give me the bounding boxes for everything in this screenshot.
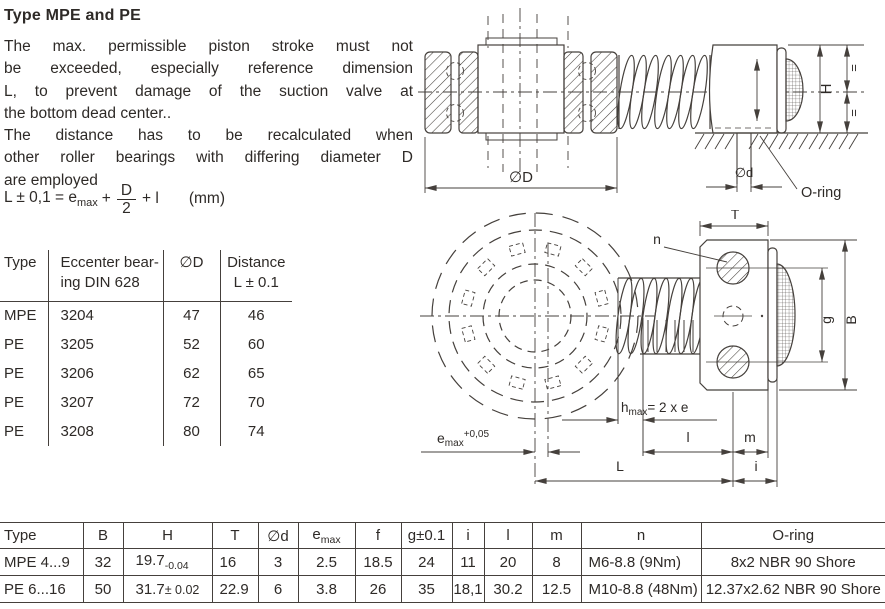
ground-hatch: [695, 134, 858, 149]
cell-distance: 70: [247, 394, 265, 411]
cell-oring: 12.37x2.62 NBR 90 Shore: [701, 576, 885, 603]
cell-emax: 2.5: [298, 549, 355, 576]
cell-type: MPE: [0, 301, 48, 330]
cell-diameter: 80: [163, 417, 220, 446]
intro-line: are employed: [4, 171, 98, 189]
intro-line: the bottom dead center..: [4, 104, 172, 122]
header-H: H: [123, 523, 212, 549]
bearing-table: [0, 250, 292, 446]
intro-line: The max. permissible piston stroke must not: [4, 38, 413, 55]
cell-oring: 8x2 NBR 90 Shore: [701, 549, 885, 576]
intro-line: other roller bearings with differing diameter D: [4, 149, 413, 167]
cell-m: 8: [532, 549, 581, 576]
header-B: B: [83, 523, 123, 549]
cell-T: 22.9: [212, 576, 258, 603]
cell-type: PE: [0, 330, 48, 359]
stroke-formula: [4, 178, 225, 220]
cell-din: 3207: [48, 388, 163, 417]
dim-label-H: H: [818, 83, 835, 95]
cell-d: 6: [258, 576, 298, 603]
page-title: Type MPE and PE: [4, 7, 141, 24]
header-distance: Distance L ± 0.1: [220, 250, 292, 301]
formula-tail: + l: [142, 190, 159, 207]
header-type: Type: [4, 527, 37, 544]
cell-distance: 60: [247, 336, 265, 353]
cell-n: M6-8.8 (9Nm): [581, 549, 701, 576]
bearing-table-header-row: [0, 250, 292, 301]
header-l: l: [484, 523, 532, 549]
intro-line: The distance has to be recalculated when: [4, 127, 413, 145]
cell-B: 50: [83, 576, 123, 603]
dim-label-diameter-d: ∅d: [734, 165, 754, 180]
cell-diameter: 52: [163, 330, 220, 359]
equal-mark-top: =: [846, 64, 861, 72]
dim-label-T: T: [730, 210, 740, 222]
cell-distance: 65: [247, 365, 265, 382]
formula-unit: (mm): [188, 190, 226, 207]
bearing-row: [0, 359, 292, 388]
cell-B: 32: [83, 549, 123, 576]
dim-label-emax: $e_{max}^{+0,05}$: [437, 429, 490, 449]
dim-label-i: i: [754, 458, 758, 474]
cell-distance: 74: [247, 423, 265, 440]
cell-H: $19.7_{-0.04}$: [123, 549, 212, 576]
cell-type: PE 6...16: [4, 580, 66, 598]
cell-type: PE: [0, 388, 48, 417]
cell-m: 12.5: [532, 576, 581, 603]
cell-type: PE: [0, 359, 48, 388]
cell-f: 26: [355, 576, 401, 603]
formula-plus: +: [101, 190, 111, 207]
dim-label-B: B: [843, 315, 859, 325]
piston-head: [710, 45, 803, 133]
dim-label-L: L: [616, 458, 624, 474]
header-m: m: [532, 523, 581, 549]
header-n: n: [581, 523, 701, 549]
dim-label-diameter-D: ∅D: [509, 169, 533, 186]
cell-diameter: 62: [163, 359, 220, 388]
spring-front-view: [613, 278, 709, 456]
formula-lead: $L \pm 0,1 = e_{max}$: [4, 188, 98, 210]
flange-plate: [700, 240, 828, 390]
cell-g: 35: [401, 576, 452, 603]
bearing-section: [425, 38, 617, 140]
bearing-row: [0, 330, 292, 359]
intro-line: L, to prevent damage of the suction valve at: [4, 82, 413, 100]
cell-l: 20: [484, 549, 532, 576]
screw-bottom: [717, 346, 749, 378]
dimension-table-header-row: [0, 523, 885, 549]
screw-top: [717, 252, 749, 284]
header-g: g±0.1: [401, 523, 452, 549]
formula-fraction: $\frac{D}{2}$: [117, 182, 136, 217]
cell-i: 18,1: [452, 576, 484, 603]
dim-label-l: l: [686, 429, 690, 445]
cell-type: MPE 4...9: [4, 553, 70, 571]
cell-distance: 46: [247, 307, 265, 325]
dimension-row: [0, 549, 885, 576]
header-T: T: [212, 523, 258, 549]
o-ring-leader-line: [760, 136, 797, 189]
cell-diameter: 72: [163, 388, 220, 417]
cell-din: 3205: [48, 330, 163, 359]
header-eccenter-bearing: Eccenter bear- ing DIN 628: [48, 250, 163, 301]
cell-H: 31.7± 0.02: [123, 576, 212, 603]
o-ring-label: O-ring: [801, 185, 842, 201]
cell-diameter: 47: [163, 301, 220, 330]
equal-mark-bottom: =: [846, 109, 861, 117]
cell-din: 3208: [48, 417, 163, 446]
valve-dome: [786, 59, 803, 121]
header-i: i: [452, 523, 484, 549]
dim-label-n: n: [653, 231, 661, 247]
cell-T: 16: [212, 549, 258, 576]
header-diameter-D: ∅D: [163, 250, 220, 301]
dimension-row: [0, 576, 885, 603]
top-drawing-piston-section: [418, 0, 885, 210]
dimension-lines: [421, 221, 857, 487]
cell-n: M10-8.8 (48Nm): [581, 576, 701, 603]
dim-label-m: m: [744, 429, 756, 445]
cell-i: 11: [452, 549, 484, 576]
dim-label-g: g: [818, 316, 834, 324]
valve-dome: [777, 264, 795, 366]
bearing-row: [0, 417, 292, 446]
header-emax: $e_{max}$: [298, 523, 355, 549]
dimension-table: [0, 522, 885, 603]
bottom-drawing-eccentric-view: [418, 210, 885, 500]
cell-emax: 3.8: [298, 576, 355, 603]
cell-l: 30.2: [484, 576, 532, 603]
cell-din: 3206: [48, 359, 163, 388]
mounting-surface: [695, 133, 868, 184]
bearing-row: [0, 388, 292, 417]
cell-type: PE: [0, 417, 48, 446]
intro-paragraph: [4, 36, 413, 192]
header-type: Type: [0, 250, 48, 301]
dim-label-hmax: $h_{max}= 2$ x e: [621, 400, 689, 418]
header-oring: O-ring: [701, 523, 885, 549]
cell-f: 18.5: [355, 549, 401, 576]
cell-din: 3204: [48, 301, 163, 330]
cell-g: 24: [401, 549, 452, 576]
header-diameter-d: ∅d: [258, 523, 298, 549]
bearing-row: [0, 301, 292, 330]
header-f: f: [355, 523, 401, 549]
intro-line: be exceeded, especially reference dimension: [4, 60, 413, 78]
cell-d: 3: [258, 549, 298, 576]
